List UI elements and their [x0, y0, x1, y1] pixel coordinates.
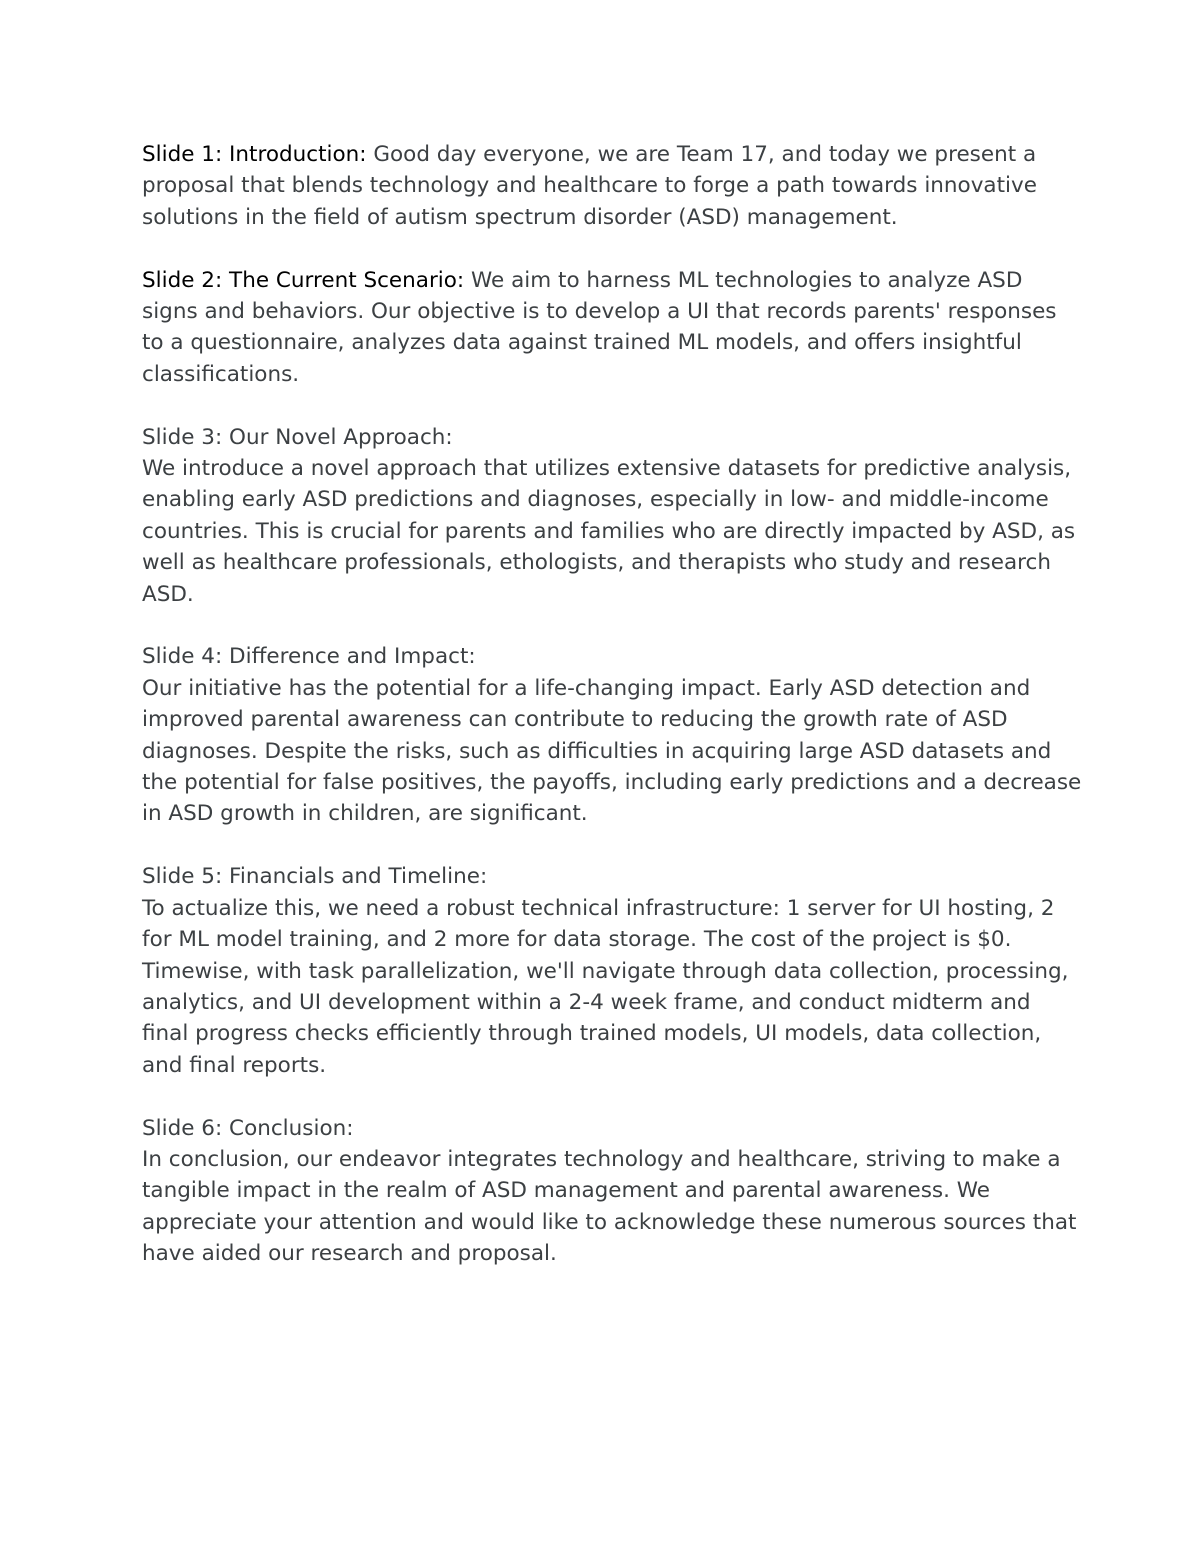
- slide-3-section: [142, 422, 1082, 610]
- slide-6-section: [142, 1113, 1082, 1270]
- slide-2-section: [142, 265, 1082, 391]
- slide-4-heading: Slide 4: Difference and Impact:: [142, 644, 476, 670]
- slide-2-heading: Slide 2: The Current Scenario:: [142, 267, 465, 293]
- slide-4-text: Our initiative has the potential for a life-changing impact. Early ASD detection and improved parental awareness can contribute to reducing the growth rate of ASD diagnoses. Despite the risks, such as difficulties in acquiring large ASD datasets and the potential for false positives, the payoffs, including early predictions and a decrease in ASD growth in children, are significant.: [142, 675, 1082, 827]
- slide-6-heading: Slide 6: Conclusion:: [142, 1115, 354, 1141]
- slide-4-section: [142, 641, 1082, 829]
- slide-3-text: We introduce a novel approach that utilizes extensive datasets for predictive analysis, enabling early ASD predictions and diagnoses, especially in low- and middle-income countries. This is crucial for parents and families who are directly impacted by ASD, as well as healthcare professionals, ethologists, and therapists who study and research ASD.: [142, 456, 1076, 607]
- document-page: [142, 139, 1082, 1301]
- slide-1-text: Good day everyone, we are Team 17, and today we present a proposal that blends technology and healthcare to forge a path towards innovative solutions in the field of autism spectrum disorder (ASD) management.: [142, 142, 1037, 230]
- slide-1-heading: Slide 1: Introduction:: [142, 142, 367, 167]
- slide-5-section: [142, 861, 1082, 1081]
- slide-5-heading: Slide 5: Financials and Timeline:: [142, 864, 488, 890]
- slide-5-text: To actualize this, we need a robust technical infrastructure: 1 server for UI hosting, 2 for ML model training, and 2 more for data storage. The cost of the project is $0. Timewise, with task parallelization, we'll navigate through data collection, processing, analytics, and UI development within a 2-4 week frame, and conduct midterm and final progress checks efficiently through trained models, UI models, data collection, and final reports.: [142, 895, 1069, 1078]
- slide-1-section: [142, 139, 1082, 233]
- slide-3-heading: Slide 3: Our Novel Approach:: [142, 424, 453, 450]
- slide-2-text: We aim to harness ML technologies to analyze ASD signs and behaviors. Our objective is to develop a UI that records parents' responses to a questionnaire, analyzes data against trained ML models, and offers insightful classifications.: [142, 267, 1057, 387]
- slide-6-text: In conclusion, our endeavor integrates technology and healthcare, striving to make a tangible impact in the realm of ASD management and parental awareness. We appreciate your attention and would like to acknowledge these numerous sources that have aided our research and proposal.: [142, 1146, 1077, 1267]
